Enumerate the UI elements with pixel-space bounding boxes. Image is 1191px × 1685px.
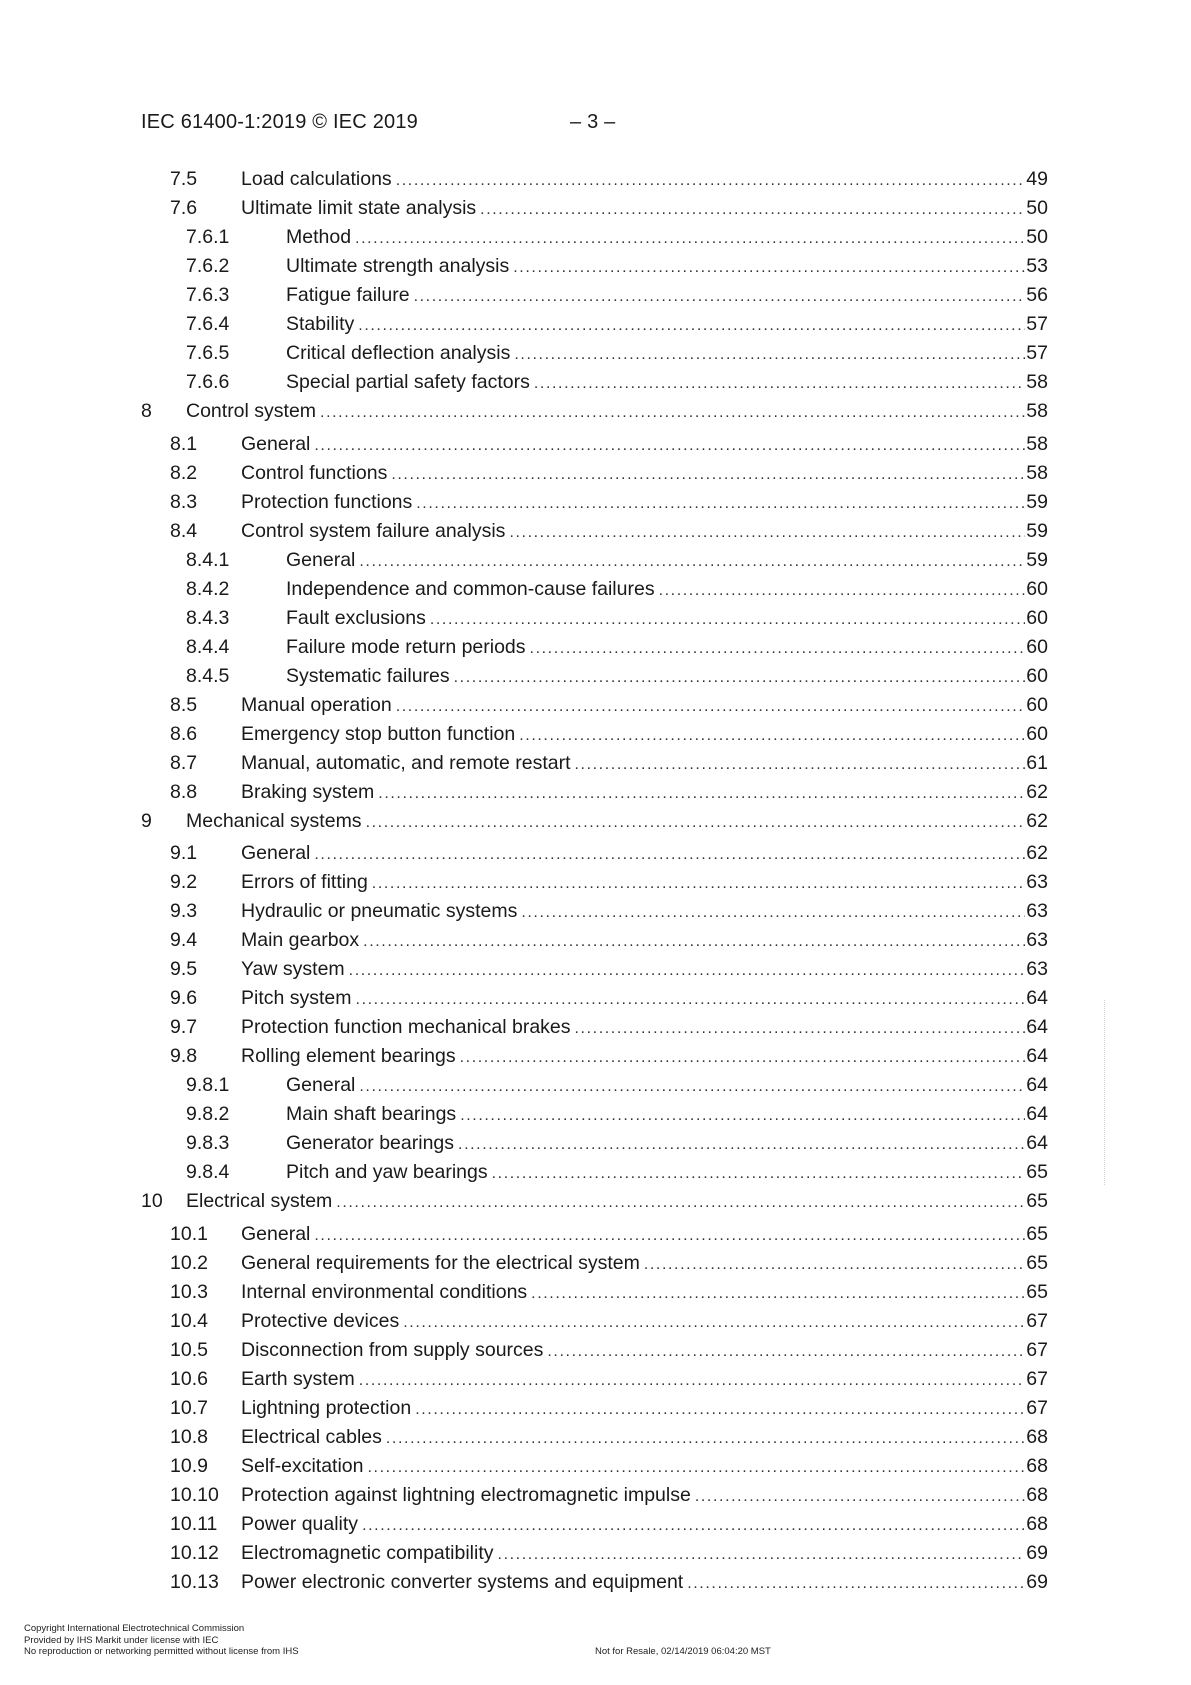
toc-section-number: 8.4.5: [186, 665, 230, 687]
copyright-line: No reproduction or networking permitted without license from IHS: [24, 1646, 299, 1657]
toc-page-number: 58: [1026, 462, 1048, 484]
toc-entry[interactable]: [170, 1252, 1048, 1281]
toc-section-title: Pitch and yaw bearings: [286, 1161, 488, 1183]
toc-page-number: 59: [1026, 520, 1048, 542]
toc-section-title: Stability: [286, 313, 355, 335]
toc-entry[interactable]: [141, 400, 1048, 429]
toc-section-number: 9.8.1: [186, 1074, 230, 1096]
toc-section-title: Pitch system: [241, 987, 352, 1009]
toc-section-title: Control functions: [241, 462, 388, 484]
toc-entry[interactable]: [170, 752, 1048, 781]
toc-entry[interactable]: [170, 1484, 1048, 1513]
toc-entry[interactable]: [170, 1513, 1048, 1542]
toc-section-number: 8.4.1: [186, 549, 230, 571]
toc-section-number: 8.7: [170, 752, 198, 774]
toc-section-number: 8.2: [170, 462, 198, 484]
toc-section-title: Errors of fitting: [241, 871, 368, 893]
toc-section-number: 8.3: [170, 491, 198, 513]
toc-section-title: Main shaft bearings: [286, 1103, 457, 1125]
toc-page-number: 60: [1026, 578, 1048, 600]
toc-section-title: Method: [286, 226, 352, 248]
toc-section-title: Critical deflection analysis: [286, 342, 511, 364]
toc-dot-leader: [356, 991, 1026, 1009]
toc-section-number: 7.6.5: [186, 342, 230, 364]
toc-page-number: 62: [1026, 810, 1048, 832]
toc-section-title: Rolling element bearings: [241, 1045, 456, 1067]
toc-section-number: 7.6.6: [186, 371, 230, 393]
toc-dot-leader: [366, 814, 1026, 832]
toc-entry[interactable]: [170, 433, 1048, 462]
toc-dot-leader: [314, 846, 1025, 864]
toc-page-number: 64: [1026, 1074, 1048, 1096]
toc-page-number: 64: [1026, 987, 1048, 1009]
toc-dot-leader: [349, 962, 1026, 980]
toc-entry[interactable]: [170, 1397, 1048, 1426]
toc-section-title: Manual operation: [241, 694, 392, 716]
toc-section-number: 9.1: [170, 842, 198, 864]
toc-section-title: Self-excitation: [241, 1455, 364, 1477]
toc-entry[interactable]: [170, 462, 1048, 491]
toc-page-number: 58: [1026, 433, 1048, 455]
standard-identifier: IEC 61400-1:2019 © IEC 2019: [141, 111, 418, 133]
toc-section-number: 10.12: [170, 1542, 219, 1564]
toc-entry[interactable]: [170, 1542, 1048, 1571]
toc-dot-leader: [644, 1256, 1025, 1274]
toc-section-number: 10.4: [170, 1310, 208, 1332]
toc-section-title: Control system: [186, 400, 317, 422]
toc-section-number: 10.7: [170, 1397, 208, 1419]
toc-dot-leader: [359, 1372, 1026, 1390]
toc-section-number: 10.9: [170, 1455, 208, 1477]
toc-section-title: Electrical system: [186, 1190, 333, 1212]
toc-entry[interactable]: [186, 1074, 1048, 1103]
toc-section-title: General: [241, 433, 311, 455]
toc-dot-leader: [314, 437, 1025, 455]
toc-page-number: 60: [1026, 636, 1048, 658]
toc-section-title: Internal environmental conditions: [241, 1281, 528, 1303]
toc-page-number: 62: [1026, 781, 1048, 803]
toc-dot-leader: [367, 1459, 1025, 1477]
toc-page-number: 65: [1026, 1223, 1048, 1245]
toc-section-number: 10.10: [170, 1484, 219, 1506]
resale-notice: Not for Resale, 02/14/2019 06:04:20 MST: [595, 1646, 771, 1657]
toc-section-number: 10.1: [170, 1223, 208, 1245]
toc-page-number: 65: [1026, 1252, 1048, 1274]
toc-entry[interactable]: [186, 371, 1048, 400]
toc-dot-leader: [415, 1401, 1025, 1419]
toc-page-number: 68: [1026, 1484, 1048, 1506]
toc-dot-leader: [359, 1078, 1025, 1096]
toc-dot-leader: [513, 259, 1025, 277]
toc-page-number: 60: [1026, 723, 1048, 745]
toc-section-title: Manual, automatic, and remote restart: [241, 752, 571, 774]
toc-section-number: 8.1: [170, 433, 198, 455]
toc-entry[interactable]: [186, 549, 1048, 578]
toc-dot-leader: [391, 466, 1025, 484]
toc-section-number: 8.4: [170, 520, 198, 542]
toc-page-number: 61: [1026, 752, 1048, 774]
toc-section-number: 10.6: [170, 1368, 208, 1390]
toc-dot-leader: [414, 288, 1026, 306]
toc-page-number: 68: [1026, 1513, 1048, 1535]
toc-entry[interactable]: [170, 723, 1048, 752]
toc-section-number: 8.5: [170, 694, 198, 716]
toc-entry[interactable]: [170, 1571, 1048, 1600]
toc-dot-leader: [359, 553, 1025, 571]
toc-section-title: Electromagnetic compatibility: [241, 1542, 494, 1564]
toc-entry[interactable]: [170, 197, 1048, 226]
toc-entry[interactable]: [170, 168, 1048, 197]
toc-section-title: Braking system: [241, 781, 375, 803]
toc-dot-leader: [378, 785, 1025, 803]
toc-entry[interactable]: [170, 900, 1048, 929]
margin-annotation-mark: [1104, 1000, 1109, 1185]
toc-entry[interactable]: [170, 520, 1048, 549]
toc-section-number: 10.11: [170, 1513, 218, 1535]
toc-section-number: 10.8: [170, 1426, 208, 1448]
toc-section-title: General: [286, 549, 356, 571]
toc-section-number: 9.4: [170, 929, 198, 951]
toc-page-number: 65: [1026, 1281, 1048, 1303]
toc-section-number: 10.5: [170, 1339, 208, 1361]
toc-page-number: 64: [1026, 1132, 1048, 1154]
toc-dot-leader: [458, 1136, 1025, 1154]
toc-page-number: 59: [1026, 491, 1048, 513]
toc-section-title: Yaw system: [241, 958, 345, 980]
toc-page-number: 68: [1026, 1426, 1048, 1448]
toc-dot-leader: [358, 317, 1025, 335]
toc-page-number: 58: [1026, 371, 1048, 393]
toc-dot-leader: [530, 640, 1026, 658]
toc-section-title: Control system failure analysis: [241, 520, 506, 542]
toc-section-number: 9.7: [170, 1016, 198, 1038]
toc-dot-leader: [362, 1517, 1025, 1535]
toc-section-title: Protection functions: [241, 491, 413, 513]
toc-page-number: 62: [1026, 842, 1048, 864]
toc-entry[interactable]: [170, 1426, 1048, 1455]
toc-page-number: 50: [1026, 226, 1048, 248]
toc-page-number: 60: [1026, 665, 1048, 687]
toc-page-number: 67: [1026, 1397, 1048, 1419]
toc-dot-leader: [454, 669, 1026, 687]
running-header: [141, 111, 641, 137]
toc-entry[interactable]: [170, 1339, 1048, 1368]
toc-entry[interactable]: [170, 871, 1048, 900]
toc-section-title: Power quality: [241, 1513, 359, 1535]
toc-section-title: Protection against lightning electromagnetic impulse: [241, 1484, 691, 1506]
toc-section-number: 8.4.3: [186, 607, 230, 629]
toc-dot-leader: [386, 1430, 1025, 1448]
page-number: – 3 –: [570, 111, 616, 133]
toc-section-number: 10.3: [170, 1281, 208, 1303]
toc-entry[interactable]: [170, 987, 1048, 1016]
toc-entry[interactable]: [186, 284, 1048, 313]
toc-dot-leader: [534, 375, 1025, 393]
toc-section-title: Special partial safety factors: [286, 371, 530, 393]
toc-dot-leader: [575, 1020, 1026, 1038]
toc-page-number: 57: [1026, 313, 1048, 335]
toc-dot-leader: [336, 1194, 1025, 1212]
toc-section-number: 7.6.2: [186, 255, 230, 277]
toc-section-number: 9.6: [170, 987, 198, 1009]
toc-entry[interactable]: [170, 694, 1048, 723]
toc-entry[interactable]: [170, 1281, 1048, 1310]
toc-dot-leader: [460, 1107, 1025, 1125]
toc-page-number: 69: [1026, 1542, 1048, 1564]
toc-section-title: Ultimate limit state analysis: [241, 197, 477, 219]
toc-section-number: 9: [141, 810, 152, 832]
toc-page-number: 59: [1026, 549, 1048, 571]
toc-section-title: Electrical cables: [241, 1426, 382, 1448]
toc-entry[interactable]: [170, 491, 1048, 520]
toc-entry[interactable]: [186, 665, 1048, 694]
toc-entry[interactable]: [170, 1016, 1048, 1045]
toc-page-number: 64: [1026, 1045, 1048, 1067]
toc-dot-leader: [514, 346, 1025, 364]
toc-dot-leader: [320, 404, 1025, 422]
toc-section-number: 7.6.4: [186, 313, 230, 335]
toc-entry[interactable]: [170, 1368, 1048, 1397]
toc-section-title: Earth system: [241, 1368, 355, 1390]
toc-section-title: Independence and common-cause failures: [286, 578, 655, 600]
toc-section-title: General: [241, 1223, 311, 1245]
toc-section-number: 9.8: [170, 1045, 198, 1067]
toc-section-number: 7.6: [170, 197, 198, 219]
toc-section-number: 8.4.2: [186, 578, 230, 600]
toc-page-number: 53: [1026, 255, 1048, 277]
toc-section-title: Power electronic converter systems and equipment: [241, 1571, 684, 1593]
toc-page-number: 57: [1026, 342, 1048, 364]
toc-page-number: 67: [1026, 1368, 1048, 1390]
toc-entry[interactable]: [141, 810, 1048, 839]
toc-entry[interactable]: [170, 1455, 1048, 1484]
toc-page-number: 50: [1026, 197, 1048, 219]
toc-page-number: 56: [1026, 284, 1048, 306]
toc-entry[interactable]: [186, 313, 1048, 342]
toc-page-number: 65: [1026, 1190, 1048, 1212]
toc-entry[interactable]: [186, 1132, 1048, 1161]
toc-entry[interactable]: [170, 958, 1048, 987]
toc-dot-leader: [314, 1227, 1025, 1245]
toc-section-number: 8.6: [170, 723, 198, 745]
toc-section-title: General: [241, 842, 311, 864]
toc-entry[interactable]: [170, 1223, 1048, 1252]
toc-section-title: Load calculations: [241, 168, 392, 190]
copyright-line: Copyright International Electrotechnical Commission: [24, 1623, 245, 1634]
toc-page-number: 63: [1026, 871, 1048, 893]
toc-dot-leader: [396, 172, 1026, 190]
toc-page-number: 69: [1026, 1571, 1048, 1593]
toc-entry[interactable]: [186, 226, 1048, 255]
toc-section-number: 10: [141, 1190, 163, 1212]
toc-dot-leader: [480, 201, 1025, 219]
toc-section-number: 9.5: [170, 958, 198, 980]
toc-section-number: 10.2: [170, 1252, 208, 1274]
toc-dot-leader: [430, 611, 1025, 629]
toc-entry[interactable]: [186, 342, 1048, 371]
toc-section-title: General: [286, 1074, 356, 1096]
toc-section-number: 7.6.1: [186, 226, 230, 248]
toc-page-number: 67: [1026, 1310, 1048, 1332]
toc-entry[interactable]: [141, 1190, 1048, 1219]
toc-entry[interactable]: [170, 842, 1048, 871]
toc-dot-leader: [498, 1546, 1026, 1564]
toc-section-number: 9.3: [170, 900, 198, 922]
copyright-line: Provided by IHS Markit under license with IEC: [24, 1634, 219, 1646]
toc-section-title: Fatigue failure: [286, 284, 410, 306]
toc-dot-leader: [521, 904, 1025, 922]
toc-page-number: 49: [1026, 168, 1048, 190]
toc-section-title: Lightning protection: [241, 1397, 412, 1419]
copyright-notice: [24, 1623, 299, 1658]
toc-dot-leader: [355, 230, 1025, 248]
toc-entry[interactable]: [170, 781, 1048, 810]
toc-entry[interactable]: [186, 636, 1048, 665]
toc-dot-leader: [363, 933, 1025, 951]
toc-dot-leader: [416, 495, 1025, 513]
toc-dot-leader: [659, 582, 1026, 600]
toc-section-number: 9.8.2: [186, 1103, 230, 1125]
toc-dot-leader: [695, 1488, 1025, 1506]
toc-page-number: 60: [1026, 607, 1048, 629]
toc-page-number: 60: [1026, 694, 1048, 716]
toc-dot-leader: [509, 524, 1025, 542]
toc-section-title: Protection function mechanical brakes: [241, 1016, 571, 1038]
toc-dot-leader: [396, 698, 1026, 716]
toc-entry[interactable]: [186, 1103, 1048, 1132]
toc-section-title: General requirements for the electrical system: [241, 1252, 640, 1274]
toc-page-number: 63: [1026, 958, 1048, 980]
toc-page-number: 63: [1026, 900, 1048, 922]
toc-section-title: Emergency stop button function: [241, 723, 516, 745]
toc-dot-leader: [492, 1165, 1026, 1183]
toc-section-number: 8: [141, 400, 152, 422]
toc-section-number: 7.6.3: [186, 284, 230, 306]
toc-page-number: 67: [1026, 1339, 1048, 1361]
toc-section-number: 8.8: [170, 781, 198, 803]
toc-page-number: 64: [1026, 1103, 1048, 1125]
toc-section-number: 8.4.4: [186, 636, 230, 658]
toc-entry[interactable]: [170, 1045, 1048, 1074]
toc-page-number: 65: [1026, 1161, 1048, 1183]
toc-section-title: Ultimate strength analysis: [286, 255, 510, 277]
toc-entry[interactable]: [186, 607, 1048, 636]
toc-section-title: Systematic failures: [286, 665, 450, 687]
toc-page-number: 58: [1026, 400, 1048, 422]
toc-section-number: 9.8.4: [186, 1161, 230, 1183]
toc-section-number: 10.13: [170, 1571, 219, 1593]
toc-dot-leader: [531, 1285, 1025, 1303]
toc-section-title: Fault exclusions: [286, 607, 426, 629]
toc-page-number: 64: [1026, 1016, 1048, 1038]
toc-entry[interactable]: [186, 255, 1048, 284]
toc-dot-leader: [460, 1049, 1026, 1067]
toc-dot-leader: [687, 1575, 1025, 1593]
toc-section-number: 9.2: [170, 871, 198, 893]
toc-section-title: Generator bearings: [286, 1132, 455, 1154]
toc-dot-leader: [575, 756, 1026, 774]
toc-section-title: Hydraulic or pneumatic systems: [241, 900, 518, 922]
toc-entry[interactable]: [170, 1310, 1048, 1339]
toc-dot-leader: [519, 727, 1025, 745]
toc-section-title: Failure mode return periods: [286, 636, 526, 658]
toc-dot-leader: [547, 1343, 1025, 1361]
toc-dot-leader: [403, 1314, 1025, 1332]
toc-section-number: 7.5: [170, 168, 198, 190]
toc-dot-leader: [372, 875, 1026, 893]
toc-entry[interactable]: [186, 578, 1048, 607]
toc-entry[interactable]: [170, 929, 1048, 958]
toc-section-title: Mechanical systems: [186, 810, 362, 832]
toc-section-title: Main gearbox: [241, 929, 360, 951]
toc-page-number: 68: [1026, 1455, 1048, 1477]
toc-section-title: Protective devices: [241, 1310, 400, 1332]
toc-entry[interactable]: [186, 1161, 1048, 1190]
toc-section-number: 9.8.3: [186, 1132, 230, 1154]
toc-page-number: 63: [1026, 929, 1048, 951]
toc-section-title: Disconnection from supply sources: [241, 1339, 544, 1361]
